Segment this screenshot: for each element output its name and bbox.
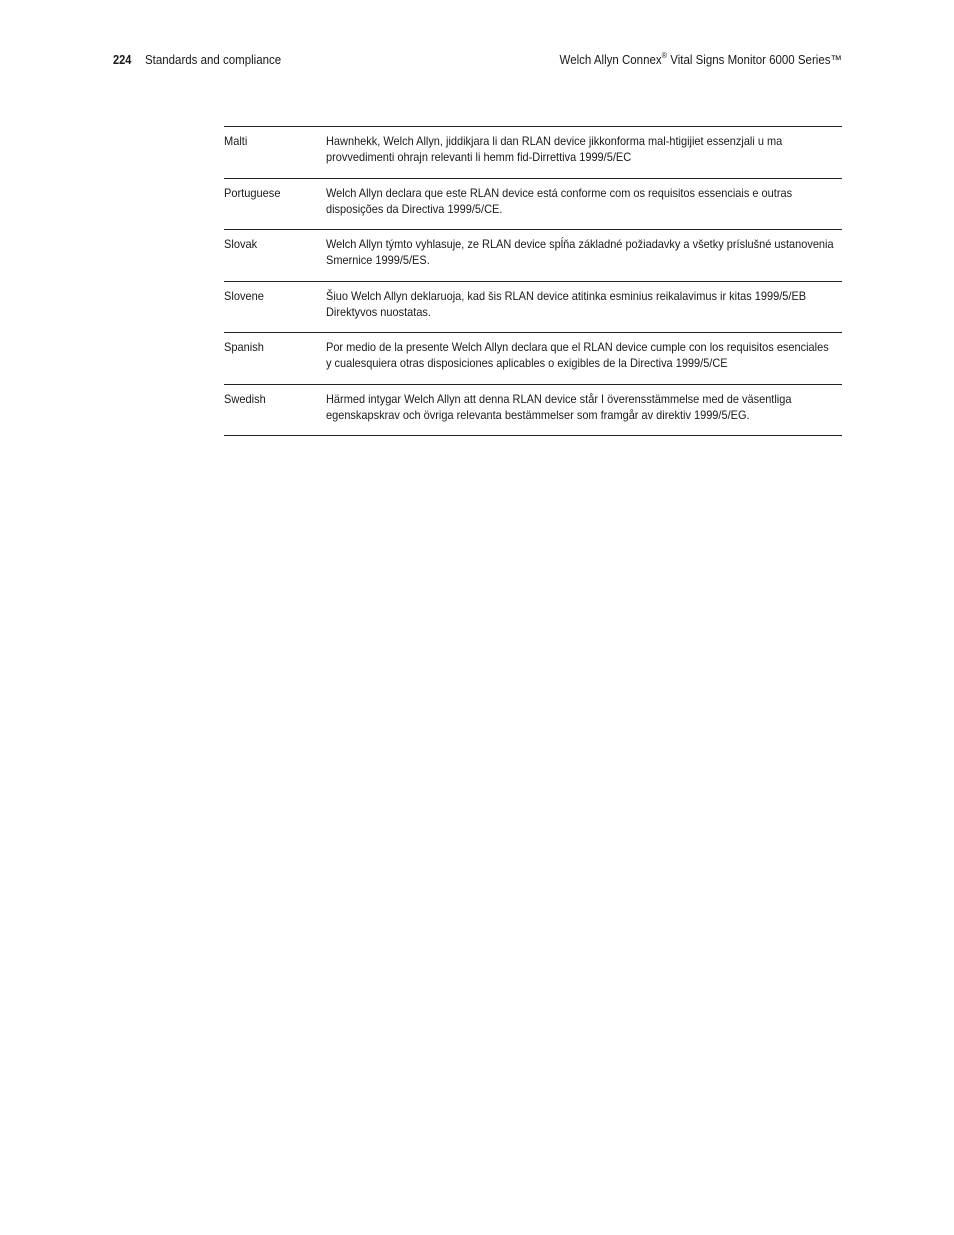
declaration-cell: Šiuo Welch Allyn deklaruoja, kad šis RLAN device atitinka esminius reikalavimus ir kitas 1999/5/EB Direktyvos nuostatas. [326,288,807,319]
table-row [224,385,842,437]
declaration-cell: Welch Allyn týmto vyhlasuje, ze RLAN device spĺňa základné požiadavky a všetky príslušné ustanovenia Smernice 1999/5/ES. [326,237,834,267]
registered-mark: ® [661,50,668,60]
language-cell: Slovak [224,237,258,251]
table-row [224,179,842,231]
document-title-prefix: Welch Allyn Connex [559,53,662,67]
table-row [224,230,842,282]
document-title-suffix: Vital Signs Monitor 6000 Series™ [667,53,842,67]
declaration-cell: Hawnhekk, Welch Allyn, jiddikjara li dan RLAN device jikkonforma mal-htigijiet essenzjali u ma provvedimenti ohrajn relevanti li hemm fid-Dirrettiva 1999/5/EC [326,134,783,164]
declaration-cell: Welch Allyn declara que este RLAN device está conforme com os requisitos essenciais e outras disposições da Directiva 1999/5/CE. [326,185,793,216]
table-row [224,127,842,179]
table-row [224,282,842,334]
document-title [560,51,842,69]
language-cell: Swedish [224,391,266,406]
declaration-table [224,126,842,436]
section-title: Standards and compliance [145,53,282,67]
declaration-cell: Por medio de la presente Welch Allyn declara que el RLAN device cumple con los requisitos esenciales y cualesquiera otras disposiciones aplicables o exigibles de la Directiva 1999/5/CE [326,340,829,370]
table-row [224,333,842,385]
page-number: 224 [113,53,132,67]
language-cell: Spanish [224,340,264,354]
page-header [113,51,842,69]
language-cell: Portuguese [224,185,281,200]
declaration-cell: Härmed intygar Welch Allyn att denna RLAN device står I överensstämmelse med de väsentliga egenskapskrav och övriga relevanta bestämmelser som framgår av direktiv 1999/5/EG. [326,391,792,422]
language-cell: Slovene [224,288,264,303]
language-cell: Malti [224,134,248,148]
